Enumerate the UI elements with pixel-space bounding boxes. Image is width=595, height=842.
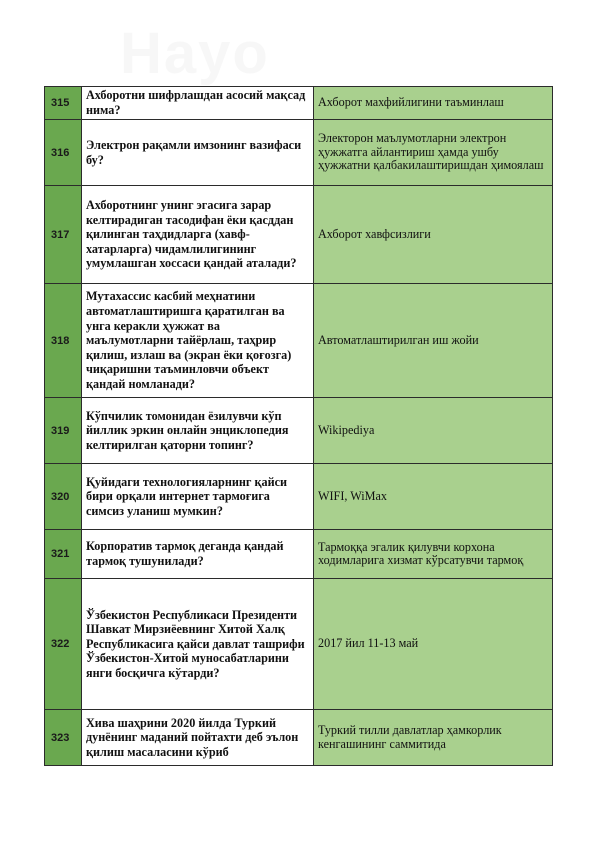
answer-text: Ахборот хавфсизлиги [314, 186, 553, 284]
question-text: Ахборотнинг унинг эгасига зарар келтирадиган тасодифан ёки қасддан қилинган таҳдидларга (хавф-хатарларга) чидамлилигининг умумлашган хоссаси қандай аталади? [82, 186, 314, 284]
question-text: Мутахассис касбий меҳнатини автоматлаштиришга қаратилган ва унга керакли ҳужжат ва маълумотларни тайёрлаш, таҳрир қилиш, излаш ва (экран ёки қоғозга) чиқаришни таъминловчи объект қандай номланади? [82, 284, 314, 398]
table-row [45, 120, 553, 186]
row-number: 315 [45, 87, 82, 120]
question-text: Ахборотни шифрлашдан асосий мақсад нима? [82, 87, 314, 120]
answer-text: Wikipediya [314, 398, 553, 464]
table-row [45, 530, 553, 579]
answer-text: WIFI, WiMax [314, 464, 553, 530]
row-number: 320 [45, 464, 82, 530]
table-row [45, 284, 553, 398]
question-text: Корпоратив тармоқ деганда қандай тармоқ тушунилади? [82, 530, 314, 579]
row-number: 316 [45, 120, 82, 186]
row-number: 319 [45, 398, 82, 464]
table-row [45, 186, 553, 284]
question-text: Кўпчилик томонидан ёзилувчи кўп йиллик эркин онлайн энциклопедия келтирилган қаторни топинг? [82, 398, 314, 464]
answer-text: Тармоққа эгалик қилувчи корхона ходимларига хизмат кўрсатувчи тармоқ [314, 530, 553, 579]
question-text: Ўзбекистон Республикаси Президенти Шавкат Мирзиёевнинг Хитой Халқ Республикасига қайси давлат ташрифи Ўзбекистон-Хитой муносабатларини янги босқичга кўтарди? [82, 579, 314, 710]
table-row [45, 710, 553, 766]
row-number: 317 [45, 186, 82, 284]
table-row [45, 87, 553, 120]
table-row [45, 464, 553, 530]
row-number: 323 [45, 710, 82, 766]
row-number: 322 [45, 579, 82, 710]
answer-text: Автоматлаштирилган иш жойи [314, 284, 553, 398]
table-row [45, 579, 553, 710]
row-number: 318 [45, 284, 82, 398]
row-number: 321 [45, 530, 82, 579]
background-watermark: Hаyo [120, 21, 270, 86]
question-text: Хива шаҳрини 2020 йилда Туркий дунёнинг маданий пойтахти деб эълон қилиш масаласини кўриб [82, 710, 314, 766]
question-text: Электрон рақамли имзонинг вазифаси бу? [82, 120, 314, 186]
answer-text: Электорон маълумотларни электрон ҳужжатга айлантириш ҳамда ушбу ҳужжатни қалбакилаштиришдан ҳимоялаш [314, 120, 553, 186]
answer-text: Ахборот махфийлигини таъминлаш [314, 87, 553, 120]
table-row [45, 398, 553, 464]
answer-text: 2017 йил 11-13 май [314, 579, 553, 710]
answer-text: Туркий тилли давлатлар ҳамкорлик кенгашининг саммитида [314, 710, 553, 766]
question-answer-table [44, 86, 553, 766]
question-text: Қуйидаги технологияларнинг қайси бири орқали интернет тармоғига симсиз уланиш мумкин? [82, 464, 314, 530]
